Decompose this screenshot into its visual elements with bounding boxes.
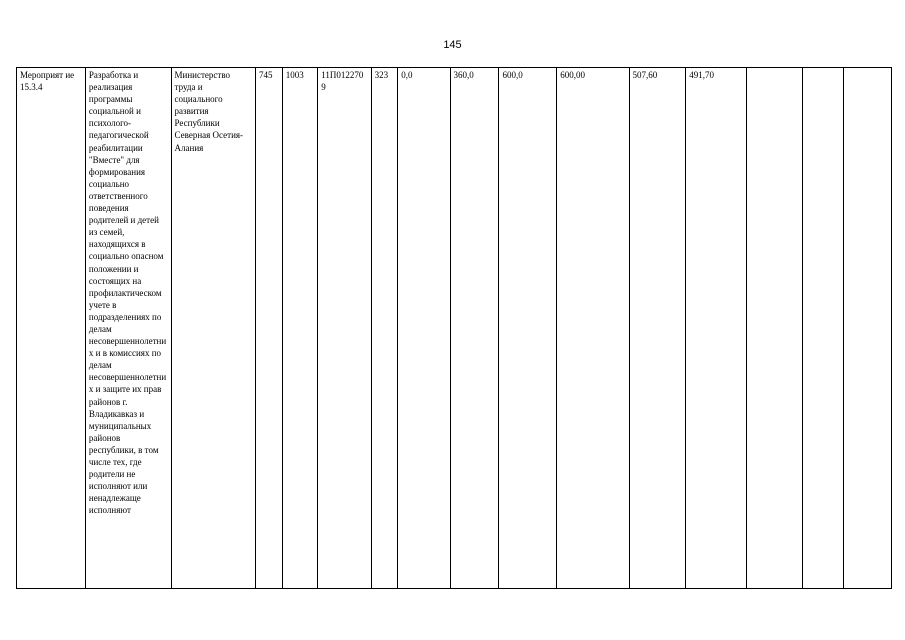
executor-cell: Министерство труда и социального развития Республики Северная Осетия-Алания	[171, 68, 255, 589]
csr-cell: 11П0122709	[318, 68, 371, 589]
description-cell: Разработка и реализация программы социальной и психолого-педагогической реабилитации "Вместе" для формирования социально ответственного поведения родителей и детей из семей, находящихся в социально опасном положении и состоящих на профилактическом учете в подразделениях по делам несовершеннолетних и в комиссиях по делам несовершеннолетних и защите их прав районов г. Владикавказ и муниципальных районов республики, в том числе тех, где родители не исполняют или ненадлежаще исполняют	[85, 68, 171, 589]
rzpr-cell: 1003	[282, 68, 318, 589]
vr-cell: 323	[371, 68, 398, 589]
value-cell-5: 507,60	[629, 68, 686, 589]
grbs-cell: 745	[256, 68, 283, 589]
value-cell-4: 600,00	[557, 68, 629, 589]
measure-cell: Мероприят ие 15.3.4	[17, 68, 86, 589]
budget-table	[16, 67, 892, 589]
value-cell-1: 0,0	[398, 68, 450, 589]
value-cell-2: 360,0	[450, 68, 499, 589]
table-row	[17, 68, 892, 589]
value-cell-8	[802, 68, 843, 589]
value-cell-9	[844, 68, 892, 589]
value-cell-3: 600,0	[499, 68, 557, 589]
value-cell-7	[747, 68, 803, 589]
value-cell-6: 491,70	[686, 68, 747, 589]
page-number: 145	[443, 39, 462, 51]
